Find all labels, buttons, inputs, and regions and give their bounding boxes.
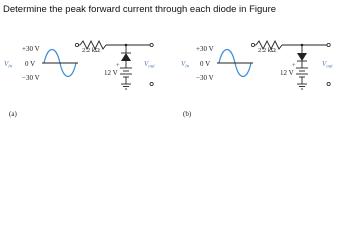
- circuit-a-vout-label: $V_{out}$: [144, 60, 155, 70]
- circuit-a-battery-label: 12 V: [104, 69, 118, 77]
- circuit-a-peak-positive-label: +30 V: [22, 45, 40, 53]
- circuit-b-peak-positive-label: +30 V: [196, 45, 214, 53]
- circuit-b-vout-label: $V_{out}$: [322, 60, 333, 70]
- circuit-a-vin-label: $V_{in}$: [4, 60, 13, 70]
- circuit-a: [4, 41, 155, 118]
- circuit-a-panel-label: (a): [9, 110, 17, 118]
- circuit-a-resistor-label: 2.2 kΩ: [82, 47, 100, 54]
- circuit-a-input-terminal: [75, 43, 78, 46]
- circuit-b-input-terminal: [251, 43, 254, 46]
- circuit-a-zero-label: 0 V: [25, 60, 36, 68]
- question-text: Determine the peak forward current through each diode in Figure: [3, 4, 277, 15]
- circuit-a-diode: [121, 53, 131, 61]
- circuit-b-zero-label: 0 V: [200, 60, 211, 68]
- circuit-a-output-terminal-top: [150, 43, 153, 46]
- circuit-b-panel-label: (b): [183, 110, 192, 118]
- circuit-b-output-terminal-top: [327, 43, 330, 46]
- circuit-b-vin-label: $V_{in}$: [181, 60, 190, 70]
- circuit-a-battery-plus: +: [116, 62, 120, 69]
- circuit-b-battery-label: 12 V: [280, 69, 294, 77]
- circuit-a-output-terminal-bottom: [150, 82, 153, 85]
- circuit-a-peak-negative-label: −30 V: [22, 74, 40, 82]
- circuit-b: [181, 41, 333, 118]
- circuit-b-peak-negative-label: −30 V: [196, 74, 214, 82]
- circuit-b-diode: [297, 53, 307, 61]
- circuit-b-output-terminal-bottom: [327, 82, 330, 85]
- circuit-b-resistor-label: 2.2 kΩ: [258, 47, 276, 54]
- circuit-b-battery-plus: +: [292, 62, 296, 69]
